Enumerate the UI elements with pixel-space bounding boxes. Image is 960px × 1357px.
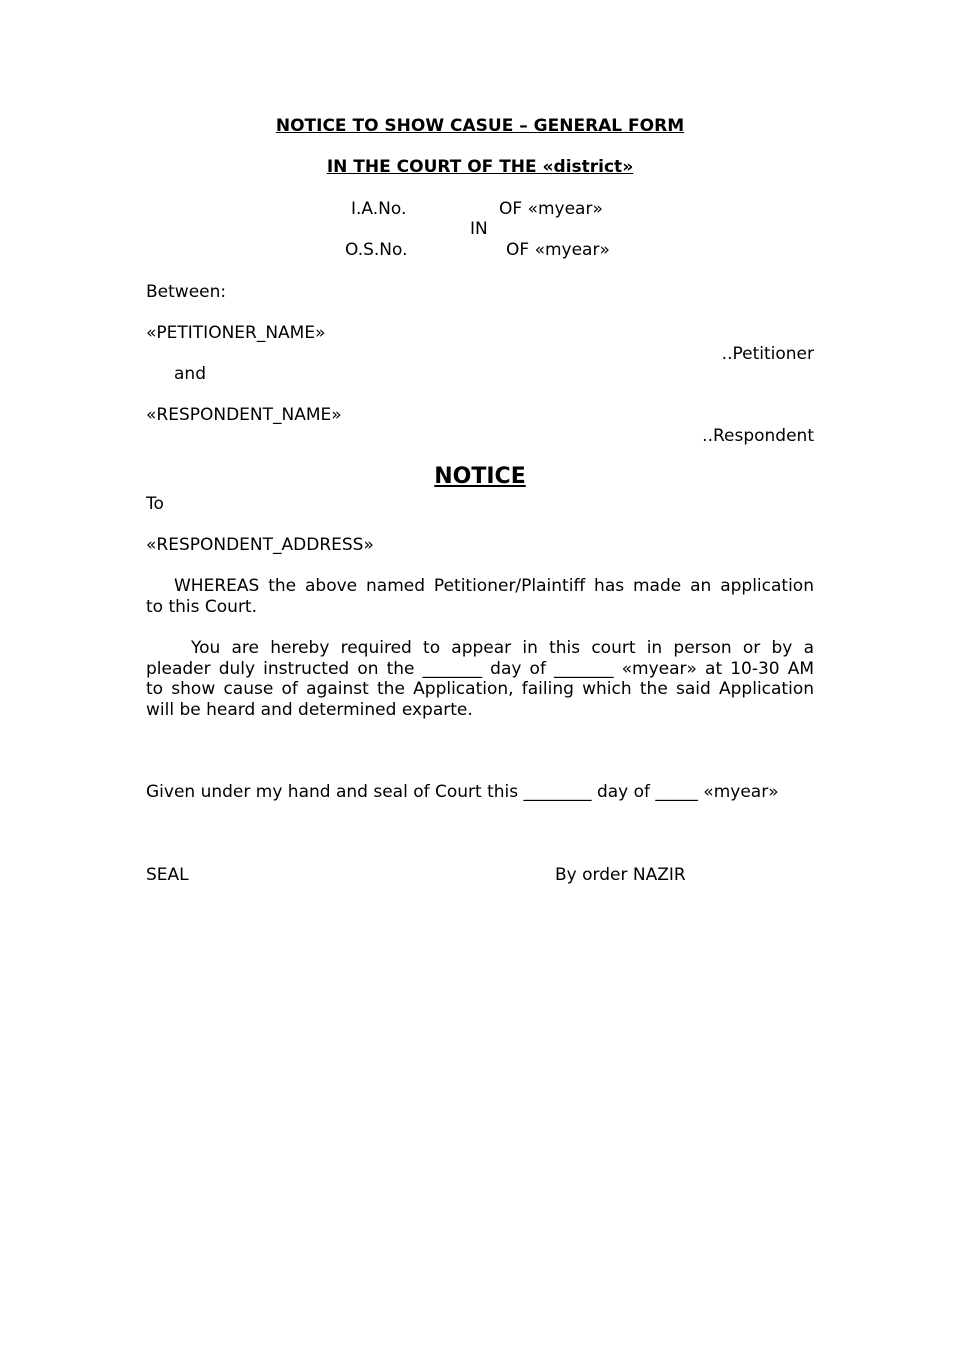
respondent-role: ..Respondent	[702, 426, 814, 446]
whereas-line-1: WHEREAS the above named Petitioner/Plaintiff has made an application	[174, 576, 814, 596]
whereas-line-2: to this Court.	[146, 596, 257, 617]
appearance-paragraph	[146, 638, 814, 720]
court-line: IN THE COURT OF THE «district»	[326, 157, 634, 177]
body-line-1: You are hereby required to appear in this court in person or by a	[191, 638, 814, 658]
petitioner-name: «PETITIONER_NAME»	[146, 323, 326, 343]
to-label: To	[146, 494, 164, 514]
seal-label: SEAL	[146, 865, 189, 885]
respondent-address: «RESPONDENT_ADDRESS»	[146, 535, 374, 555]
between-label: Between:	[146, 282, 227, 302]
body-line-3: to show cause of against the Application, failing which the said Application	[146, 679, 814, 699]
os-number-label: O.S.No.	[345, 240, 408, 260]
ia-number-label: I.A.No.	[351, 199, 407, 219]
notice-heading: NOTICE	[434, 464, 526, 489]
whereas-paragraph	[146, 576, 814, 617]
petitioner-role: ..Petitioner	[721, 344, 814, 364]
body-line-2: pleader duly instructed on the _______ day of _______ «myear» at 10-30 AM	[146, 658, 814, 679]
and-label: and	[174, 364, 206, 384]
form-title: NOTICE TO SHOW CASUE – GENERAL FORM	[275, 116, 685, 136]
order-label: By order NAZIR	[555, 865, 686, 885]
body-line-4: will be heard and determined exparte.	[146, 699, 473, 720]
ia-year: OF «myear»	[499, 199, 603, 219]
given-under-line: Given under my hand and seal of Court this ________ day of _____ «myear»	[146, 782, 779, 802]
respondent-name: «RESPONDENT_NAME»	[146, 405, 342, 425]
os-year: OF «myear»	[506, 240, 610, 260]
in-label: IN	[470, 219, 488, 239]
